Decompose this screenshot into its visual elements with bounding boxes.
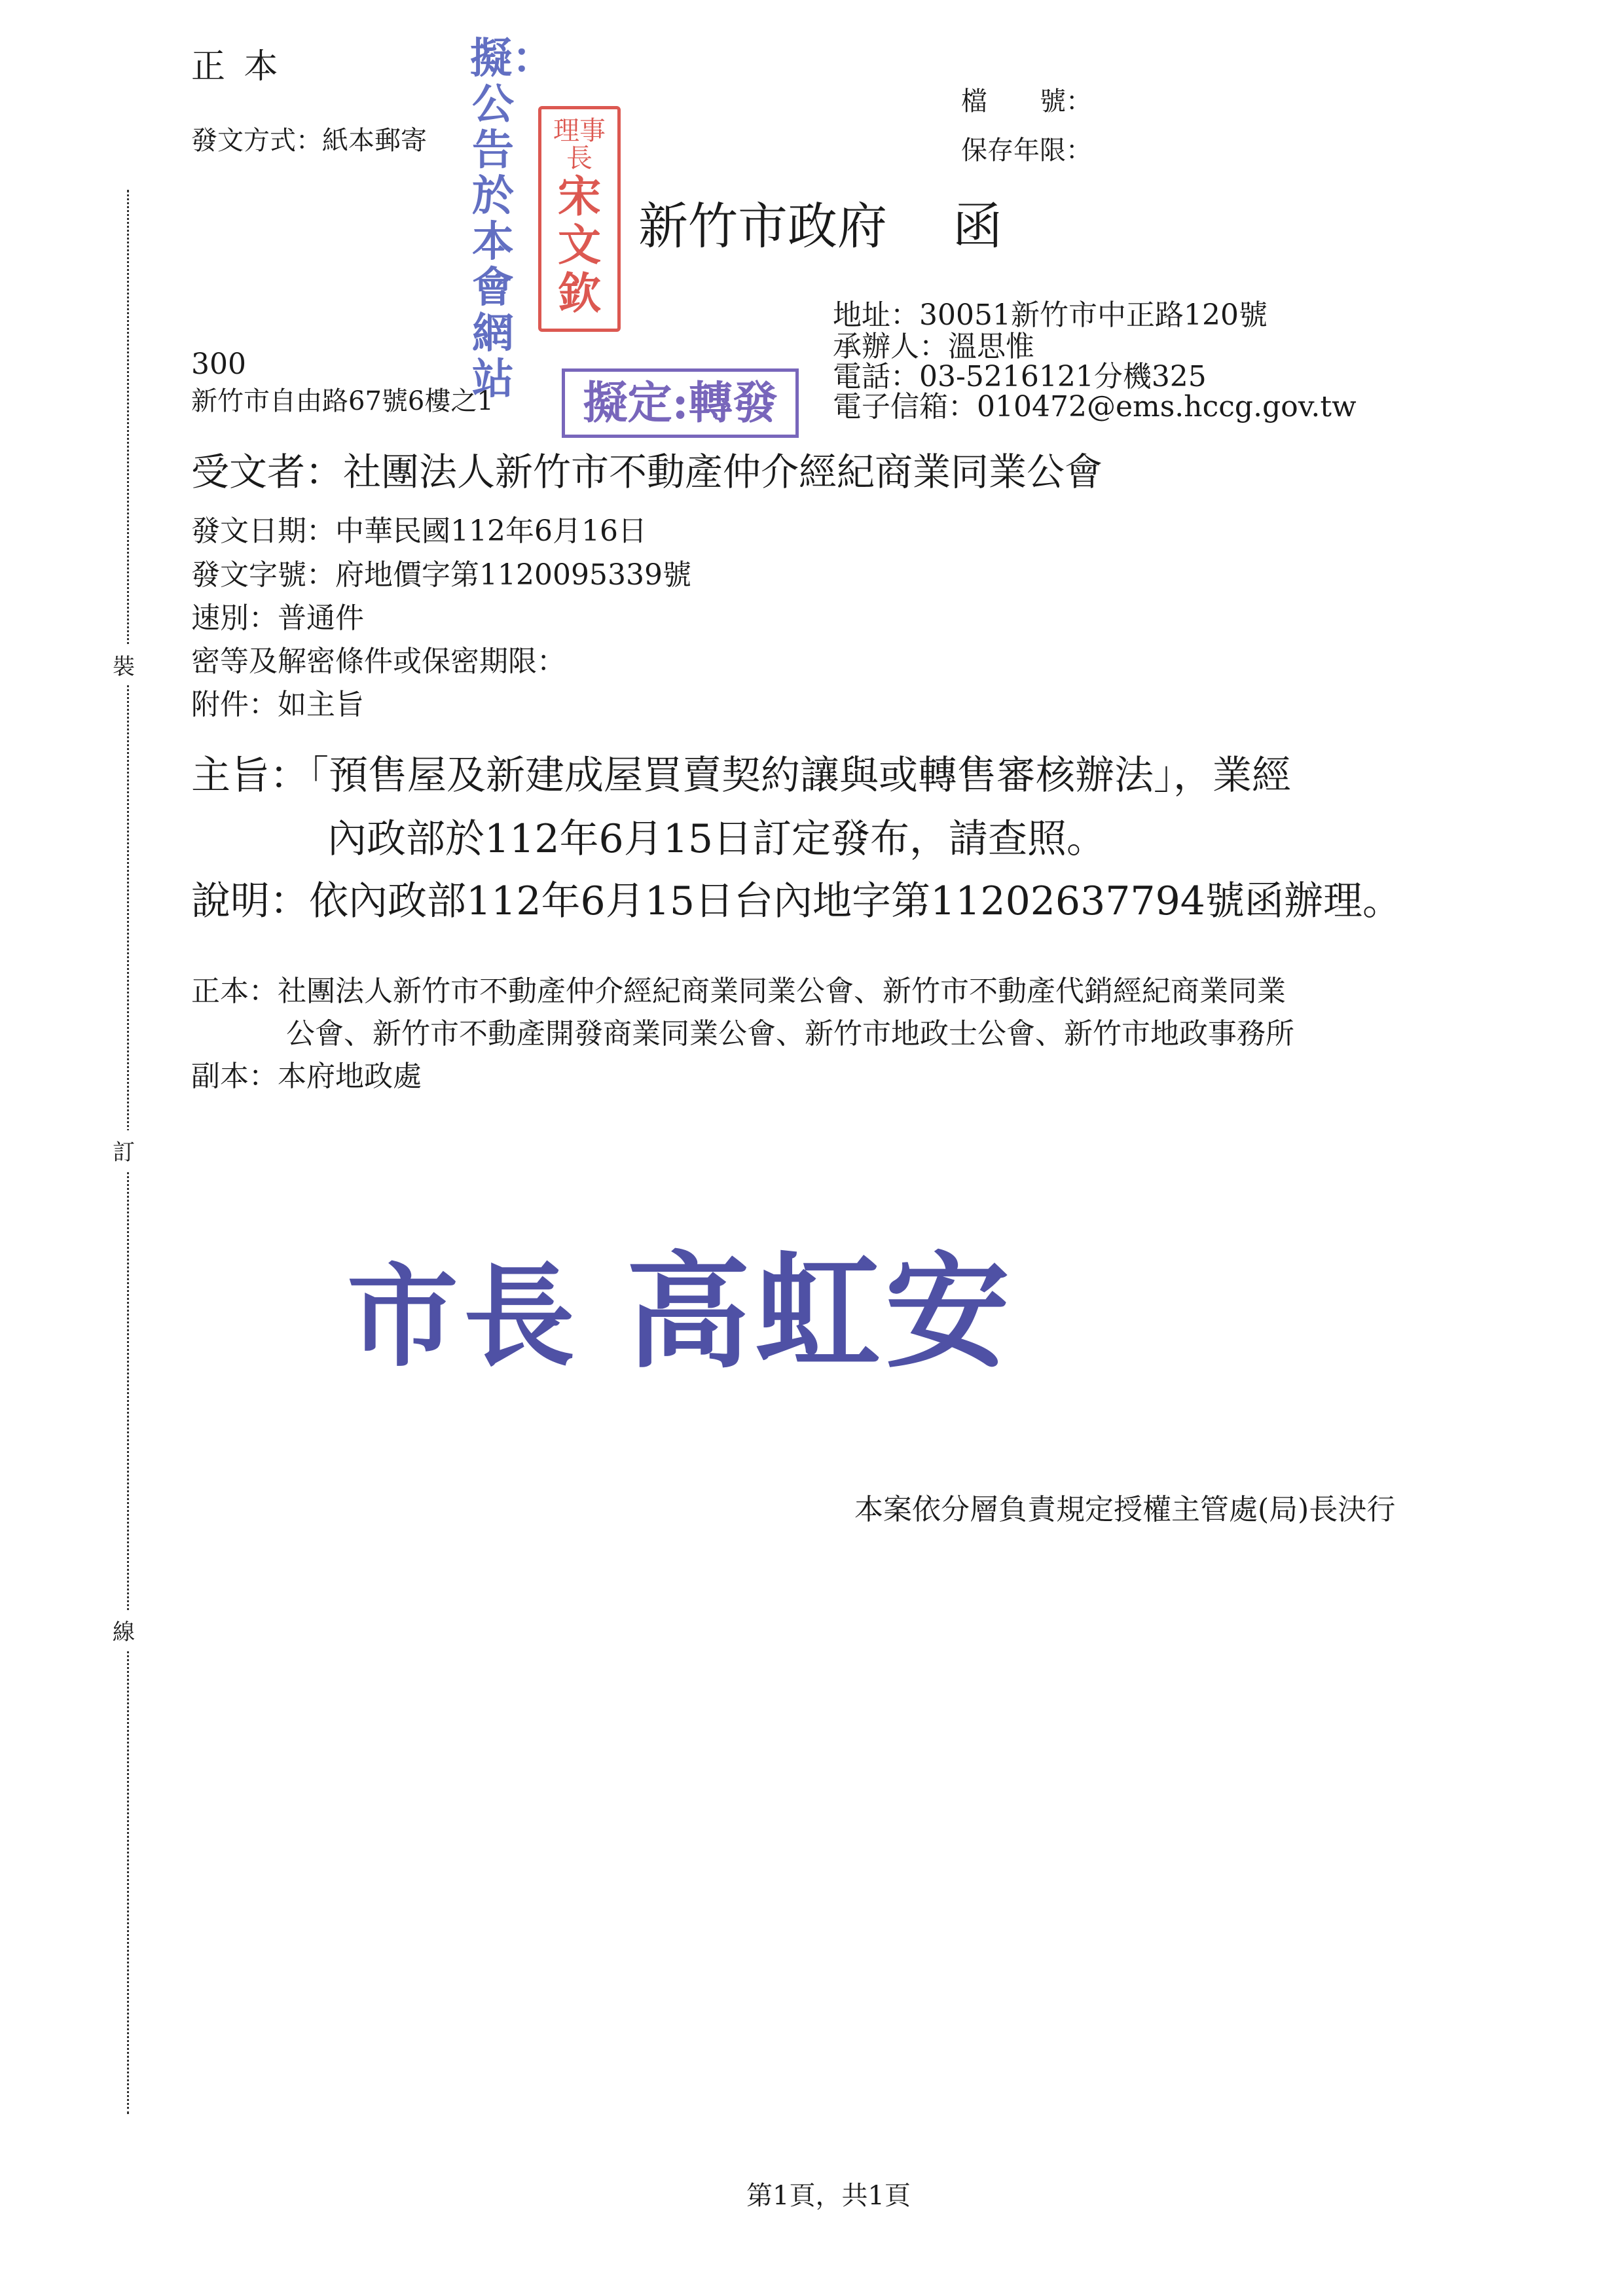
file-number-label: 檔 號： xyxy=(961,86,1092,117)
vertical-note-stamp: 擬：公告於本會網站 xyxy=(470,34,554,404)
mayor-signature-seal xyxy=(347,1237,1015,1392)
mayor-title: 市長 xyxy=(347,1251,581,1382)
page-info: 第1頁，共1頁 xyxy=(746,2181,911,2211)
retention-label: 保存年限： xyxy=(961,135,1092,166)
attachment: 附件：如主旨 xyxy=(191,688,364,721)
document-number: 發文字號：府地價字第1120095339號 xyxy=(191,558,691,592)
red-seal-name: 宋文欽 xyxy=(558,171,601,319)
sender-handler: 承辦人：溫思惟 xyxy=(833,330,1034,363)
secrecy-level: 密等及解密條件或保密期限： xyxy=(191,645,566,678)
issue-date: 發文日期：中華民國112年6月16日 xyxy=(191,514,647,548)
sender-address: 地址：30051新竹市中正路120號 xyxy=(833,298,1267,332)
original-recipients-line-2: 公會、新竹市不動產開發商業同業公會、新竹市地政士公會、新竹市地政事務所 xyxy=(286,1017,1294,1050)
dispatch-method: 發文方式：紙本郵寄 xyxy=(191,126,427,156)
authorization-note: 本案依分層負責規定授權主管處(局)長決行 xyxy=(854,1493,1396,1526)
binding-mark-zhuang: 裝 xyxy=(113,645,135,685)
speed-class: 速別：普通件 xyxy=(191,601,364,635)
recipient-postal-code: 300 xyxy=(191,348,246,381)
forward-stamp: 擬定:轉發 xyxy=(562,368,799,438)
recipient-address: 新竹市自由路67號6樓之1 xyxy=(191,386,494,416)
sender-phone: 電話：03-5216121分機325 xyxy=(833,360,1207,393)
recipient-name: 受文者：社團法人新竹市不動產仲介經紀商業同業公會 xyxy=(191,450,1103,494)
red-seal-title: 理事長 xyxy=(553,116,606,173)
chairman-red-seal xyxy=(538,106,621,332)
copy-type-label: 正 本 xyxy=(191,47,282,86)
mayor-name: 高虹安 xyxy=(626,1239,1015,1385)
binding-mark-ding: 訂 xyxy=(113,1130,135,1170)
original-recipients-line-1: 正本：社團法人新竹市不動產仲介經紀商業同業公會、新竹市不動產代銷經紀商業同業 xyxy=(191,975,1286,1008)
sender-email: 電子信箱：010472@ems.hccg.gov.tw xyxy=(833,390,1357,423)
binding-mark-xian: 線 xyxy=(113,1610,135,1650)
explanation: 說明：依內政部112年6月15日台內地字第11202637794號函辦理。 xyxy=(191,878,1402,924)
agency-title: 新竹市政府 函 xyxy=(638,197,1003,255)
copy-recipients: 副本：本府地政處 xyxy=(191,1060,422,1093)
subject-line-2: 內政部於112年6月15日訂定發布，請查照。 xyxy=(327,816,1106,862)
subject-line-1: 主旨：「預售屋及新建成屋買賣契約讓與或轉售審核辦法」，業經 xyxy=(191,753,1291,798)
